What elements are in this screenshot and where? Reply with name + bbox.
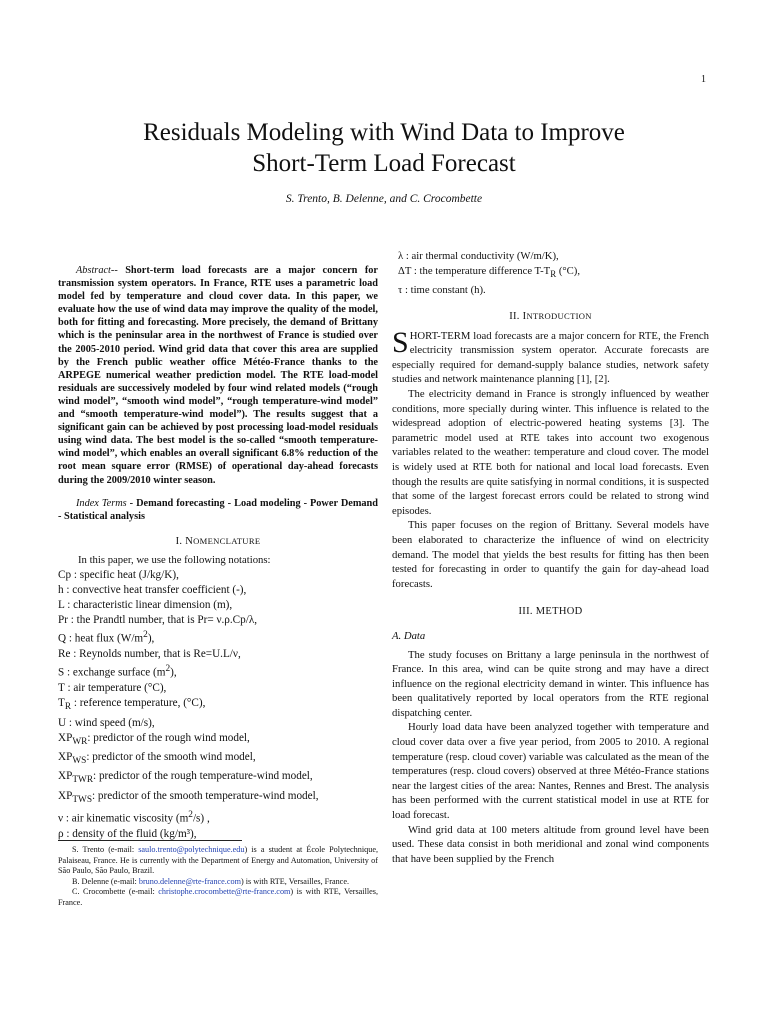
paper-title [0,117,768,179]
nomenclature-item: ν : air kinematic viscosity $(m^2/s)$ , [58,809,210,825]
footnote: C. Crocombette (e-mail: christophe.crocombette@rte-france.com) is with RTE, Versailles, France. [58,887,378,907]
index-terms-lead: Index Terms [76,497,127,509]
title-line-2: Short-Term Load Forecast [252,150,516,177]
nomenclature-item: L : characteristic linear dimension (m), [58,599,233,612]
nomenclature-item: Cp : specific heat (J/kg/K), [58,568,179,581]
nomenclature-item: T : air temperature (°C), [58,682,167,695]
drop-cap: S [392,325,409,359]
intro-paragraph-1: SHORT-TERM load forecasts are a major concern for RTE, the French electricity transmission system operator. Accurate forecasts are especially required for demand-supply balance studies, network safety studies and network maintenance planning [1], [2]. [392,325,709,386]
intro-paragraph-2: The electricity demand in France is strongly influenced by weather conditions, more specially during winter. This influence is related to the widespread adoption of electric-powered heating systems [3]. The parametric model used at RTE takes into account two exogenous variables related to the weather: temperature and cloud cover. The model is widely used at RTE both for national and local load forecasts. Even though the results are quite satisfying in normal conditions, it is suspected that some of the largest forecast errors could be related to strong wind episodes. [392,388,709,517]
title-line-1: Residuals Modeling with Wind Data to Improve [143,119,625,146]
section-heading-method: III. METHOD [518,606,583,618]
abstract [58,264,378,487]
right-column [392,249,709,866]
nomenclature-item: λ : air thermal conductivity (W/m/K), [398,250,559,262]
intro-paragraph-3: This paper focuses on the region of Brittany. Several models have been elaborated to characterize the influence of wind on electricity demand. The model that yields the best results for fitting has then been tested for forecasting in order to quantify the gain for day-ahead load forecasts. [392,519,709,590]
nomenclature-item: ΔT : the temperature difference $T-T_R$ (°C), [398,265,581,280]
footnote-rule [58,840,242,841]
nomenclature-item: ρ : density of the fluid (kg/m³), [58,827,197,840]
nomenclature-list [58,568,378,842]
index-terms [58,497,378,523]
page-number: 1 [701,74,706,85]
nomenclature-item: $T_R$ : reference temperature, (°C), [58,697,206,713]
nomenclature-item: Q : heat flux $(W/m^2)$, [58,630,155,646]
footnotes [58,845,378,909]
abstract-text: Short-term load forecasts are a major concern for transmission system operators. In France, RTE uses a parametric load model fed by temperature and cloud cover data. In this paper, we evaluate how the use of wind data may improve the quality of the model, both for fitting and forecasting. More precisely, the demand of Brittany which is the peninsular area in the northwest of France is studied over the 2005-2010 period. Wind grid data that cover this area are supplied by the French public weather office Météo-France thanks to the ARPEGE numerical weather prediction model. The RTE load-model residuals are successively modeled by four wind related models (“rough wind model”, “smooth wind model”, “rough temperature-wind model” and “smooth temperature-wind model”). The results suggest that a significant gain can be achieved by post processing load-model residuals using wind data. The best model is the so-called “smooth temperature-wind model”, which enables an overall significant 6.8% reduction of the root mean square error (RMSE) of operational day-ahead forecasts during the 2009/2010 winter season. [58,265,378,486]
nomenclature-item: Re : Reynolds number, that is Re=U.L/ν, [58,648,241,661]
nomenclature-item: Pr : the Prandtl number, that is Pr= ν.ρ.Cp/λ, [58,614,258,627]
subsection-heading-data: A. Data [392,629,426,642]
method-paragraph-1: The study focuses on Brittany a large peninsula in the northwest of France. In this area, wind can be quite strong and may have a direct influence on the regional electricity demand in winter. This influence has been qualitatively reported by local operators from the RTE regional dispatching center. [392,648,709,719]
footnote: S. Trento (e-mail: saulo.trento@polytechnique.edu) is a student at École Polytechnique, Palaiseau, France. He is currently with the Department of Energy and Automation, University of São Paulo, São Paulo, Brazil. [58,845,378,876]
footnote: B. Delenne (e-mail: bruno.delenne@rte-france.com) is with RTE, Versailles, France. [72,876,349,886]
section-heading-nomenclature: I. NOMENCLATURE [175,535,261,547]
section-heading-introduction: II. INTRODUCTION [509,311,592,323]
left-column [58,264,378,842]
email-link[interactable]: bruno.delenne@rte-france.com [138,876,241,886]
nomenclature-item: τ : time constant (h). [398,283,486,296]
method-paragraph-2: Hourly load data have been analyzed together with temperature and cloud cover data over a five year period, from 2005 to 2010. A regional temperature (resp. cloud cover) variable was calculated as the mean of the temperatures (resp. cloud covers) observed at three Météo-France stations near the largest cities of the area: Nantes, Rennes and Brest. The analysis has been performed with the current statistical model in use at RTE for load forecast. [392,721,709,822]
nomenclature-item: h : convective heat transfer coefficient (-), [58,584,247,597]
nomenclature-item: S : exchange surface $(m^2)$, [58,664,177,679]
author-list: S. Trento, B. Delenne, and C. Crocombette [285,193,483,205]
abstract-lead: Abstract-- [76,265,118,276]
nomenclature-item: $XP_{WR}$: predictor of the rough wind model, [58,731,250,747]
method-paragraph-3: Wind grid data at 100 meters altitude from ground level have been used. These data consist in both meridional and zonal wind components that have been supplied by the French [392,823,709,865]
nomenclature-intro: In this paper, we use the following notations: [78,554,271,567]
index-terms-text: - Demand forecasting - Load modeling - Power Demand - Statistical analysis [58,497,379,522]
nomenclature-item: $XP_{WS}$: predictor of the smooth wind model, [58,750,256,767]
email-link[interactable]: saulo.trento@polytechnique.edu [138,845,245,854]
nomenclature-item: $XP_{TWR}$: predictor of the rough temperature-wind model, [58,770,313,786]
nomenclature-item: $XP_{TWS}$: predictor of the smooth temperature-wind model, [58,789,319,805]
nomenclature-list-continued [398,249,709,298]
nomenclature-item: U : wind speed (m/s), [58,716,155,729]
email-link[interactable]: christophe.crocombette@rte-france.com [158,887,291,897]
